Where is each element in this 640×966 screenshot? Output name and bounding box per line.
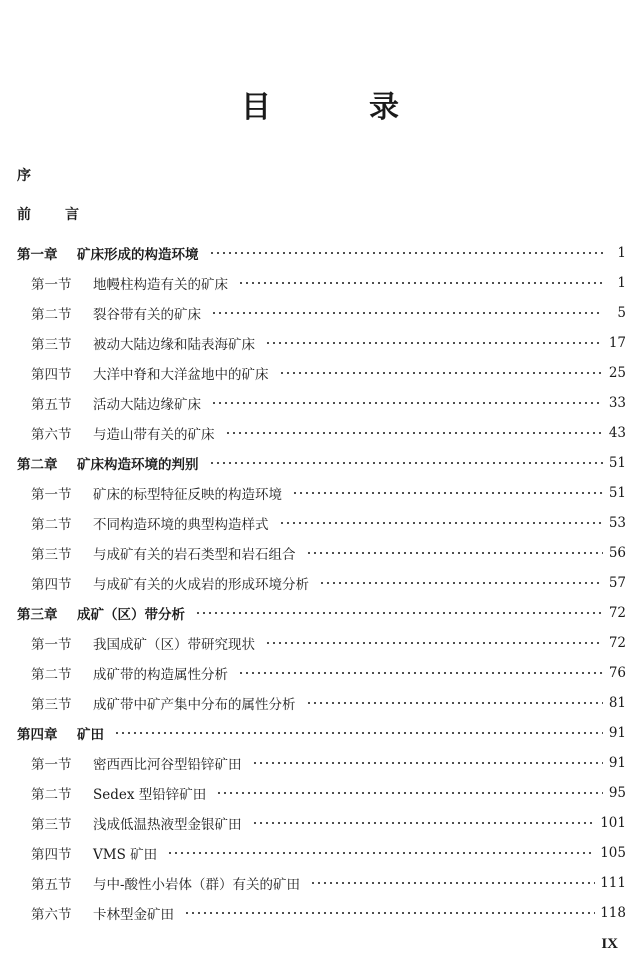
dot-leader — [319, 575, 603, 591]
page-number: 118 — [600, 905, 626, 921]
chapter-number: 第二章 — [17, 457, 58, 473]
section-title: 我国成矿（区）带研究现状 — [93, 637, 255, 653]
page-number: 57 — [608, 575, 626, 591]
page-number: 91 — [608, 725, 626, 741]
dot-leader — [238, 665, 603, 681]
dot-leader — [306, 545, 604, 561]
section-number: 第二节 — [31, 667, 72, 683]
page-number: 76 — [608, 665, 626, 681]
page-number: 5 — [617, 305, 626, 321]
page-number: 72 — [608, 635, 626, 651]
dot-leader — [279, 365, 604, 381]
dot-leader — [252, 815, 596, 831]
dot-leader — [195, 605, 603, 621]
section-title: 矿床的标型特征反映的构造环境 — [93, 487, 282, 503]
section-title: 被动大陆边缘和陆表海矿床 — [93, 337, 255, 353]
section-title: 成矿带中矿产集中分布的属性分析 — [93, 697, 296, 713]
toc-section-1-4[interactable] — [0, 358, 640, 388]
chapter-title: 矿田 — [77, 727, 104, 743]
toc-section-4-4[interactable] — [0, 838, 640, 868]
table-of-contents — [0, 238, 640, 928]
section-title: 活动大陆边缘矿床 — [93, 397, 201, 413]
toc-section-4-2[interactable] — [0, 778, 640, 808]
section-number: 第五节 — [31, 877, 72, 893]
toc-section-2-2[interactable] — [0, 508, 640, 538]
toc-section-1-5[interactable] — [0, 388, 640, 418]
toc-section-2-4[interactable] — [0, 568, 640, 598]
section-number: 第三节 — [31, 337, 72, 353]
section-title: 地幔柱构造有关的矿床 — [93, 277, 228, 293]
page-number: 1 — [617, 245, 626, 261]
toc-chapter-1[interactable] — [0, 238, 640, 268]
section-number: 第三节 — [31, 817, 72, 833]
page-number: 95 — [608, 785, 626, 801]
section-number: 第四节 — [31, 847, 72, 863]
section-title: 成矿带的构造属性分析 — [93, 667, 228, 683]
section-number: 第二节 — [31, 307, 72, 323]
chapter-number: 第一章 — [17, 247, 58, 263]
dot-leader — [209, 455, 604, 471]
section-number: 第二节 — [31, 787, 72, 803]
section-title: 与成矿有关的岩石类型和岩石组合 — [93, 547, 296, 563]
page-number: 91 — [608, 755, 626, 771]
chapter-number: 第四章 — [17, 727, 58, 743]
toc-chapter-3[interactable] — [0, 598, 640, 628]
section-number: 第二节 — [31, 517, 72, 533]
page-number: 1 — [617, 275, 626, 291]
dot-leader — [184, 905, 595, 921]
dot-leader — [292, 485, 603, 501]
page-number: 53 — [608, 515, 626, 531]
toc-section-4-5[interactable] — [0, 868, 640, 898]
toc-section-1-3[interactable] — [0, 328, 640, 358]
toc-chapter-4[interactable] — [0, 718, 640, 748]
dot-leader — [252, 755, 604, 771]
dot-leader — [265, 335, 603, 351]
section-title: 卡林型金矿田 — [93, 907, 174, 923]
dot-leader — [114, 725, 603, 741]
page-number: 56 — [608, 545, 626, 561]
page-number: 17 — [608, 335, 626, 351]
toc-section-1-6[interactable] — [0, 418, 640, 448]
section-title: 密西西比河谷型铅锌矿田 — [93, 757, 242, 773]
dot-leader — [211, 305, 603, 321]
toc-section-4-1[interactable] — [0, 748, 640, 778]
dot-leader — [238, 275, 603, 291]
footer-page-number: IX — [601, 936, 618, 952]
toc-chapter-2[interactable] — [0, 448, 640, 478]
section-title: 与造山带有关的矿床 — [93, 427, 215, 443]
toc-section-4-6[interactable] — [0, 898, 640, 928]
section-number: 第一节 — [31, 757, 72, 773]
section-number: 第一节 — [31, 277, 72, 293]
section-number: 第四节 — [31, 367, 72, 383]
toc-section-2-1[interactable] — [0, 478, 640, 508]
section-number: 第一节 — [31, 637, 72, 653]
section-number: 第四节 — [31, 577, 72, 593]
toc-entry-foreword[interactable]: 前 言 — [17, 207, 89, 223]
page-number: 25 — [608, 365, 626, 381]
section-title: 不同构造环境的典型构造样式 — [93, 517, 269, 533]
section-number: 第三节 — [31, 697, 72, 713]
section-title: 与中-酸性小岩体（群）有关的矿田 — [93, 877, 301, 893]
section-title: 大洋中脊和大洋盆地中的矿床 — [93, 367, 269, 383]
toc-section-3-2[interactable] — [0, 658, 640, 688]
section-title: Sedex 型铅锌矿田 — [93, 787, 207, 803]
page-number: 101 — [600, 815, 626, 831]
section-title: 与成矿有关的火成岩的形成环境分析 — [93, 577, 309, 593]
page-number: 111 — [600, 875, 626, 891]
section-number: 第六节 — [31, 907, 72, 923]
section-number: 第一节 — [31, 487, 72, 503]
page-number: 51 — [608, 485, 626, 501]
page-number: 43 — [608, 425, 626, 441]
page-number: 105 — [600, 845, 626, 861]
dot-leader — [211, 395, 603, 411]
toc-entry-preface[interactable]: 序 — [17, 168, 31, 184]
toc-section-3-3[interactable] — [0, 688, 640, 718]
dot-leader — [265, 635, 603, 651]
toc-section-4-3[interactable] — [0, 808, 640, 838]
chapter-number: 第三章 — [17, 607, 58, 623]
dot-leader — [279, 515, 604, 531]
page-number: 51 — [608, 455, 626, 471]
toc-section-1-2[interactable] — [0, 298, 640, 328]
section-title: 裂谷带有关的矿床 — [93, 307, 201, 323]
page-number: 72 — [608, 605, 626, 621]
toc-section-2-3[interactable] — [0, 538, 640, 568]
page-number: 81 — [608, 695, 626, 711]
section-title: VMS 矿田 — [93, 847, 158, 863]
toc-section-1-1[interactable] — [0, 268, 640, 298]
section-title: 浅成低温热液型金银矿田 — [93, 817, 242, 833]
page-number: 33 — [608, 395, 626, 411]
dot-leader — [225, 425, 604, 441]
chapter-title: 矿床形成的构造环境 — [77, 247, 199, 263]
dot-leader — [167, 845, 595, 861]
chapter-title: 矿床构造环境的判别 — [77, 457, 199, 473]
dot-leader — [306, 695, 604, 711]
toc-section-3-1[interactable] — [0, 628, 640, 658]
section-number: 第五节 — [31, 397, 72, 413]
page-title: 目 录 — [241, 90, 433, 125]
dot-leader — [310, 875, 595, 891]
chapter-title: 成矿（区）带分析 — [77, 607, 185, 623]
section-number: 第六节 — [31, 427, 72, 443]
dot-leader — [216, 785, 603, 801]
section-number: 第三节 — [31, 547, 72, 563]
dot-leader — [209, 245, 604, 261]
